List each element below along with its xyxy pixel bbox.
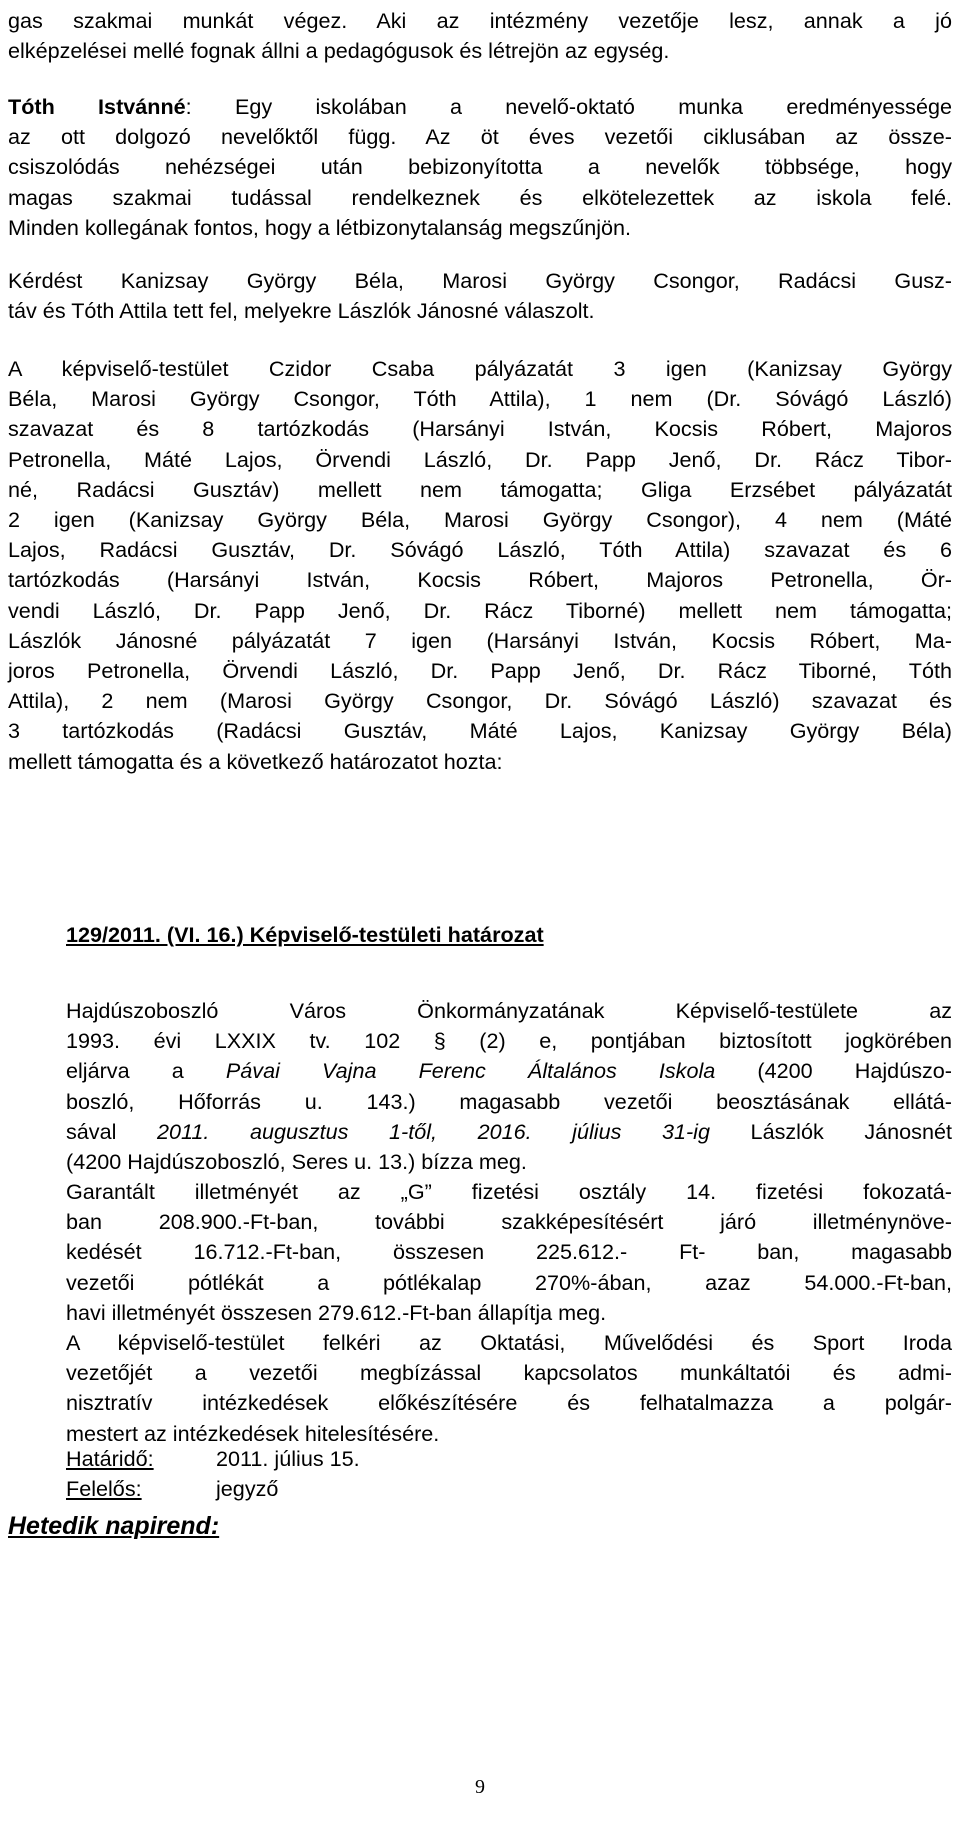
text-line xyxy=(66,1117,952,1147)
responsible-value: jegyző xyxy=(216,1476,279,1501)
text-line: magas szakmai tudással rendelkeznek és elkötelezettek az iskola felé. xyxy=(8,184,952,210)
intro-paragraph xyxy=(8,6,952,66)
text-line: csiszolódás nehézségei után bebizonyította a nevelők többsége, hogy xyxy=(8,154,952,180)
text-line: Béla, Marosi György Csongor, Tóth Attila), 1 nem (Dr. Sóvágó László) xyxy=(8,386,952,412)
salary-paragraph xyxy=(66,1177,952,1328)
text-line: táv és Tóth Attila tett fel, melyekre Lászlók Jánosné válaszolt. xyxy=(8,298,595,324)
resolution-body-paragraph xyxy=(66,996,952,1177)
text-line: 2 igen (Kanizsay György Béla, Marosi György Csongor), 4 nem (Máté xyxy=(8,507,952,533)
text-line: (4200 Hajdúszoboszló, Seres u. 13.) bízza meg. xyxy=(66,1149,527,1175)
text-line: né, Radácsi Gusztáv) mellett nem támogatta; Gliga Erzsébet pályázatát xyxy=(8,476,952,502)
text-line: Minden kollegának fontos, hogy a létbizonytalanság megszűnjön. xyxy=(8,214,632,240)
text-line: vezetőjét a vezetői megbízással kapcsolatos munkáltatói és admi- xyxy=(66,1360,952,1386)
responsible-row xyxy=(66,1474,278,1504)
text-line: az ott dolgozó nevelőktől függ. Az öt éves vezetői ciklusában az össze- xyxy=(8,124,952,150)
text-line: Garantált illetményét az „G” fizetési osztály 14. fizetési fokozatá- xyxy=(66,1179,952,1204)
responsible-label: Felelős: xyxy=(66,1476,142,1501)
text-line: mestert az intézkedések hitelesítésére. xyxy=(66,1420,440,1446)
text-line: nisztratív intézkedések előkészítésére és felhatalmazza a polgár- xyxy=(66,1390,952,1416)
text-line: szavazat és 8 tartózkodás (Harsányi István, Kocsis Róbert, Majoros xyxy=(8,416,952,442)
text-line: A képviselő-testület felkéri az Oktatási, Művelődési és Sport Iroda xyxy=(66,1330,952,1355)
text-fragment: sával xyxy=(66,1118,157,1144)
text-line: elképzelései mellé fognak állni a pedagógusok és létrejön az egység. xyxy=(8,38,670,64)
text-line: Lajos, Radácsi Gusztáv, Dr. Sóvágó László, Tóth Attila) szavazat és 6 xyxy=(8,537,952,563)
text-fragment: Lászlók Jánosnét xyxy=(709,1118,952,1144)
text-line: havi illetményét összesen 279.612.-Ft-ban állapítja meg. xyxy=(66,1299,607,1325)
text-line: vezetői pótlékát a pótlékalap 270%-ában, azaz 54.000.-Ft-ban, xyxy=(66,1269,952,1295)
authorization-paragraph xyxy=(66,1328,952,1449)
school-name: Pávai Vajna Ferenc Általános Iskola xyxy=(225,1058,716,1084)
text-line: tartózkodás (Harsányi István, Kocsis Róbert, Majoros Petronella, Ör- xyxy=(8,567,952,593)
page-number: 9 xyxy=(475,1776,485,1798)
text-line: boszló, Hőforrás u. 143.) magasabb vezetői beosztásának ellátá- xyxy=(66,1088,952,1114)
vote-paragraph xyxy=(8,354,952,777)
text-fragment: (4200 Hajdúszo- xyxy=(715,1058,952,1084)
text-line: gas szakmai munkát végez. Aki az intézmény vezetője lesz, annak a jó xyxy=(8,8,952,33)
text-line: Kérdést Kanizsay György Béla, Marosi György Csongor, Radácsi Gusz- xyxy=(8,268,952,293)
deadline-label: Határidő: xyxy=(66,1446,154,1471)
questions-paragraph xyxy=(8,266,952,326)
text-line: 3 tartózkodás (Radácsi Gusztáv, Máté Lajos, Kanizsay György Béla) xyxy=(8,718,952,744)
toth-statement-paragraph xyxy=(8,92,952,243)
statement-start: : Egy iskolában a nevelő-oktató munka eredményessége xyxy=(185,94,952,119)
text-line: 1993. évi LXXIX tv. 102 § (2) e, pontjában biztosított jogkörében xyxy=(66,1028,952,1054)
text-line xyxy=(8,92,952,122)
text-line: A képviselő-testület Czidor Csaba pályázatát 3 igen (Kanizsay György xyxy=(8,356,952,381)
deadline-row xyxy=(66,1444,360,1474)
agenda-heading: Hetedik napirend: xyxy=(8,1512,220,1540)
text-line: ban 208.900.-Ft-ban, további szakképesítésért járó illetménynöve- xyxy=(66,1209,952,1235)
text-line: Petronella, Máté Lajos, Örvendi László, Dr. Papp Jenő, Dr. Rácz Tibor- xyxy=(8,446,952,472)
text-line: joros Petronella, Örvendi László, Dr. Papp Jenő, Dr. Rácz Tiborné, Tóth xyxy=(8,658,952,684)
text-line: Attila), 2 nem (Marosi György Csongor, Dr. Sóvágó László) szavazat és xyxy=(8,688,952,714)
text-line: Lászlók Jánosné pályázatát 7 igen (Harsányi István, Kocsis Róbert, Ma- xyxy=(8,627,952,653)
text-line: kedését 16.712.-Ft-ban, összesen 225.612.- Ft- ban, magasabb xyxy=(66,1239,952,1265)
deadline-value: 2011. július 15. xyxy=(216,1446,360,1471)
text-fragment: eljárva a xyxy=(66,1058,226,1084)
appointment-period: 2011. augusztus 1-től, 2016. július 31-ig xyxy=(156,1118,710,1144)
text-line: mellett támogatta és a következő határozatot hozta: xyxy=(8,748,503,774)
speaker-name: Tóth Istvánné xyxy=(8,94,186,119)
text-line xyxy=(66,1056,952,1086)
text-line: vendi László, Dr. Papp Jenő, Dr. Rácz Tiborné) mellett nem támogatta; xyxy=(8,597,952,623)
text-line: Hajdúszoboszló Város Önkormányzatának Képviselő-testülete az xyxy=(66,998,952,1023)
resolution-title: 129/2011. (VI. 16.) Képviselő-testületi határozat xyxy=(66,922,544,947)
